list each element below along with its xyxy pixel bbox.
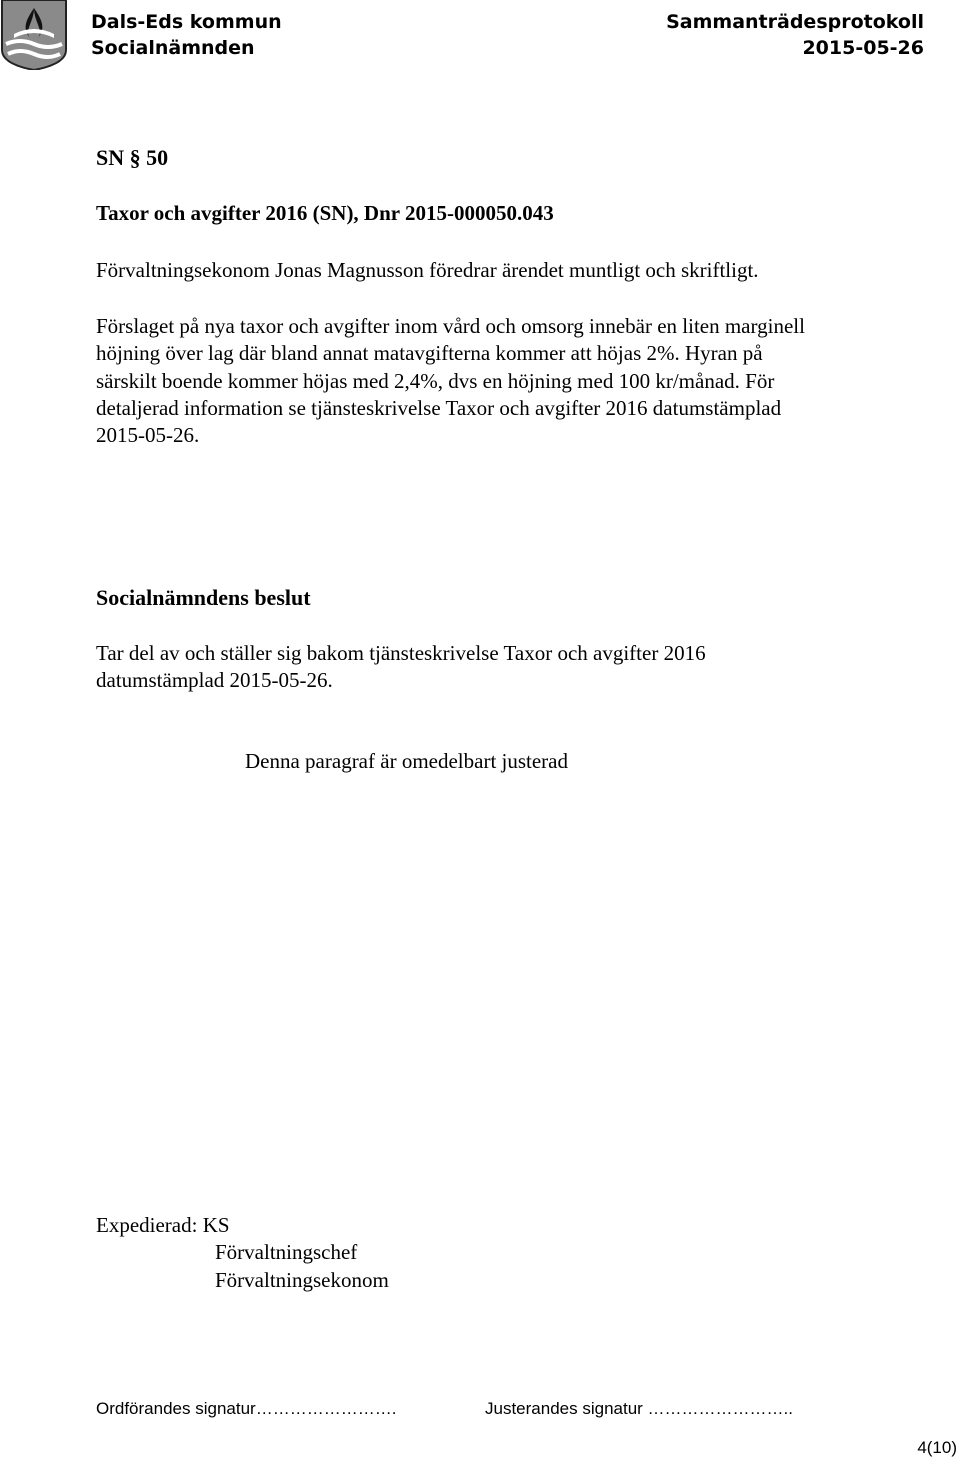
header-right xyxy=(666,9,924,61)
decision-text xyxy=(96,640,706,695)
dispatch-line: Förvaltningschef xyxy=(215,1240,358,1265)
decision-line: Tar del av och ställer sig bakom tjänsteskrivelse Taxor och avgifter 2016 xyxy=(96,641,706,665)
meeting-date: 2015-05-26 xyxy=(802,37,924,59)
committee-name: Socialnämnden xyxy=(91,37,255,59)
decision-line: datumstämplad 2015-05-26. xyxy=(96,668,333,693)
dispatch-line: Expedierad: KS xyxy=(96,1213,230,1237)
proposal-line: 2015-05-26. xyxy=(96,423,200,448)
proposal-line: särskilt boende kommer höjas med 2,4%, dvs en höjning med 100 kr/månad. För xyxy=(96,368,775,393)
proposal-line: höjning över lag där bland annat matavgifterna kommer att höjas 2%. Hyran på xyxy=(96,341,763,366)
proposal-line: detaljerad information se tjänsteskrivelse Taxor och avgifter 2016 datumstämplad xyxy=(96,395,782,420)
municipal-coat-of-arms-icon xyxy=(0,0,68,70)
header-left xyxy=(91,9,282,61)
chair-signature: Ordförandes signatur……………………. xyxy=(96,1399,397,1418)
presenter-line: Förvaltningsekonom Jonas Magnusson föredrar ärendet muntligt och skriftligt. xyxy=(96,258,759,282)
document-type: Sammanträdesprotokoll xyxy=(666,11,924,33)
dispatch-line: Förvaltningsekonom xyxy=(215,1267,389,1292)
adjusted-note: Denna paragraf är omedelbart justerad xyxy=(245,749,568,773)
paragraph-number: SN § 50 xyxy=(96,145,169,170)
page-number: 4(10) xyxy=(917,1438,957,1457)
proposal-text xyxy=(96,313,805,449)
dispatch-list xyxy=(96,1212,389,1294)
proposal-line: Förslaget på nya taxor och avgifter inom vård och omsorg innebär en liten marginell xyxy=(96,314,805,338)
adjuster-signature: Justerandes signatur …………………….. xyxy=(485,1399,793,1418)
paragraph-subject: Taxor och avgifter 2016 (SN), Dnr 2015-000050.043 xyxy=(96,201,554,225)
decision-heading: Socialnämndens beslut xyxy=(96,585,311,610)
municipality-name: Dals-Eds kommun xyxy=(91,11,282,33)
